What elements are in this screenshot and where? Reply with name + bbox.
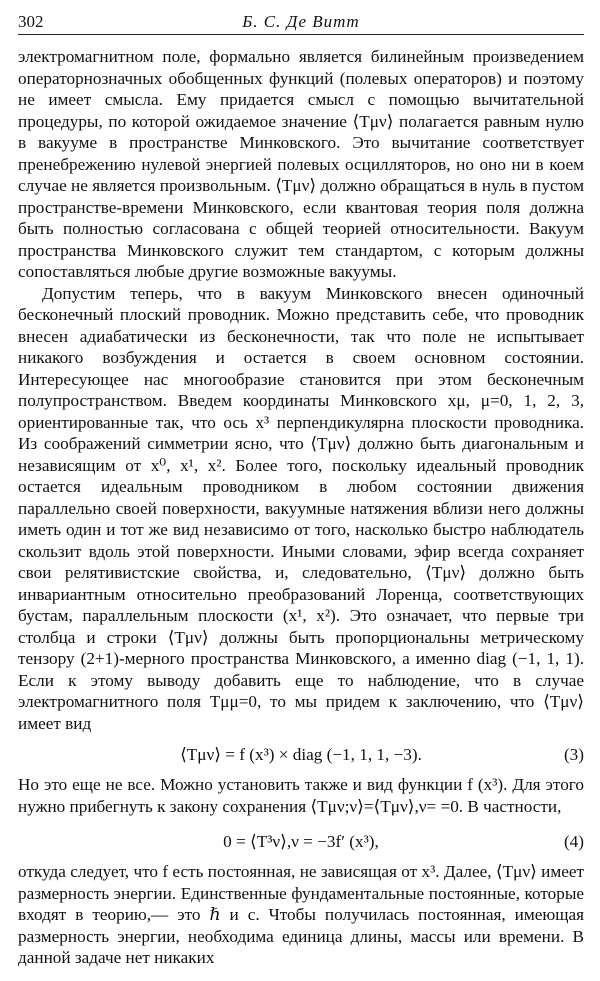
equation-3-number: (3) xyxy=(563,745,584,764)
equation-4-number: (4) xyxy=(563,832,584,851)
paragraph-1: электромагнитном поле, формально является билинейным произведением операторнозначных обобщенных функций (полевых операторов) и поэтому не имеет смысла. Ему придается смысл с помощью вычитательной процедуры, по которой ожидаемое значение ⟨Tμν⟩ полагается равным нулю в вакууме в пространстве Минковского. Это вычитание соответствует пренебрежению нулевой энергией полевых осцилляторов, но оно ни в коем случае не является произвольным. ⟨Tμν⟩ должно обращаться в нуль в пустом пространстве-времени Минковского, если квантовая теория поля должна быть полностью согласована с общей теорией относительности. Вакуум пространства Минковского служит тем стандартом, с которым должны сопоставляться любые другие возможные вакуумы. xyxy=(18,47,584,281)
page-header xyxy=(18,8,584,35)
paragraph-3: Но это еще не все. Можно установить также и вид функции f (x³). Для этого нужно прибегнуть к закону сохранения ⟨Tμν;ν⟩=⟨Tμν⟩,ν= =0. В частности, xyxy=(18,775,584,816)
paragraph-2: Допустим теперь, что в вакуум Минковского внесен одиночный бесконечный плоский проводник. Можно представить себе, что проводник внесен адиабатически из бесконечности, так что поле не испытывает никакого возбуждения и остается в своем основном состоянии. Интересующее нас многообразие становится при этом бесконечным полупространством. Введем координаты Минковского xμ, μ=0, 1, 2, 3, ориентированные так, что ось x³ перпендикулярна плоскости проводника. Из соображений симметрии ясно, что ⟨Tμν⟩ должно быть диагональным и независящим от x⁰, x¹, x². Более того, поскольку идеальный проводник остается идеальным проводником в любом состоянии движения параллельно своей поверхности, вакуумные натяжения вблизи него должны иметь один и тот же вид независимо от того, насколько быстро наблюдатель скользит вдоль этой поверхности. Иными словами, эфир всегда сохраняет свои релятивистские свойства, и, следовательно, ⟨Tμν⟩ должно быть инвариантным относительно преобразований Лоренца, соответствующих бустам, параллельным плоскости (x¹, x²). Это означает, что первые три столбца и строки ⟨Tμν⟩ должны быть пропорциональны метрическому тензору (2+1)-мерного пространства Минковского, а именно diag (−1, 1, 1). Если к этому выводу добавить еще то наблюдение, что в случае электромагнитного поля Tμμ=0, то мы придем к заключению, что ⟨Tμν⟩ имеет вид xyxy=(18,283,584,733)
page-number: 302 xyxy=(18,12,44,31)
equation-3-expression: ⟨Tμν⟩ = f (x³) × diag (−1, 1, 1, −3). xyxy=(180,745,422,764)
running-title: Б. С. Де Витт xyxy=(242,12,360,31)
equation-4-expression: 0 = ⟨T³ν⟩,ν = −3f′ (x³), xyxy=(223,832,379,851)
paragraph-4: откуда следует, что f есть постоянная, не зависящая от x³. Далее, ⟨Tμν⟩ имеет размерность энергии. Единственные фундаментальные постоянные, которые входят в теорию,— это ℏ и c. Чтобы получилась постоянная, имеющая размерность энергии, необходима единица длины, массы или времени. В данной задаче нет никаких xyxy=(18,862,584,967)
page-body xyxy=(18,46,584,969)
equation-4 xyxy=(18,827,584,857)
equation-3 xyxy=(18,740,584,770)
